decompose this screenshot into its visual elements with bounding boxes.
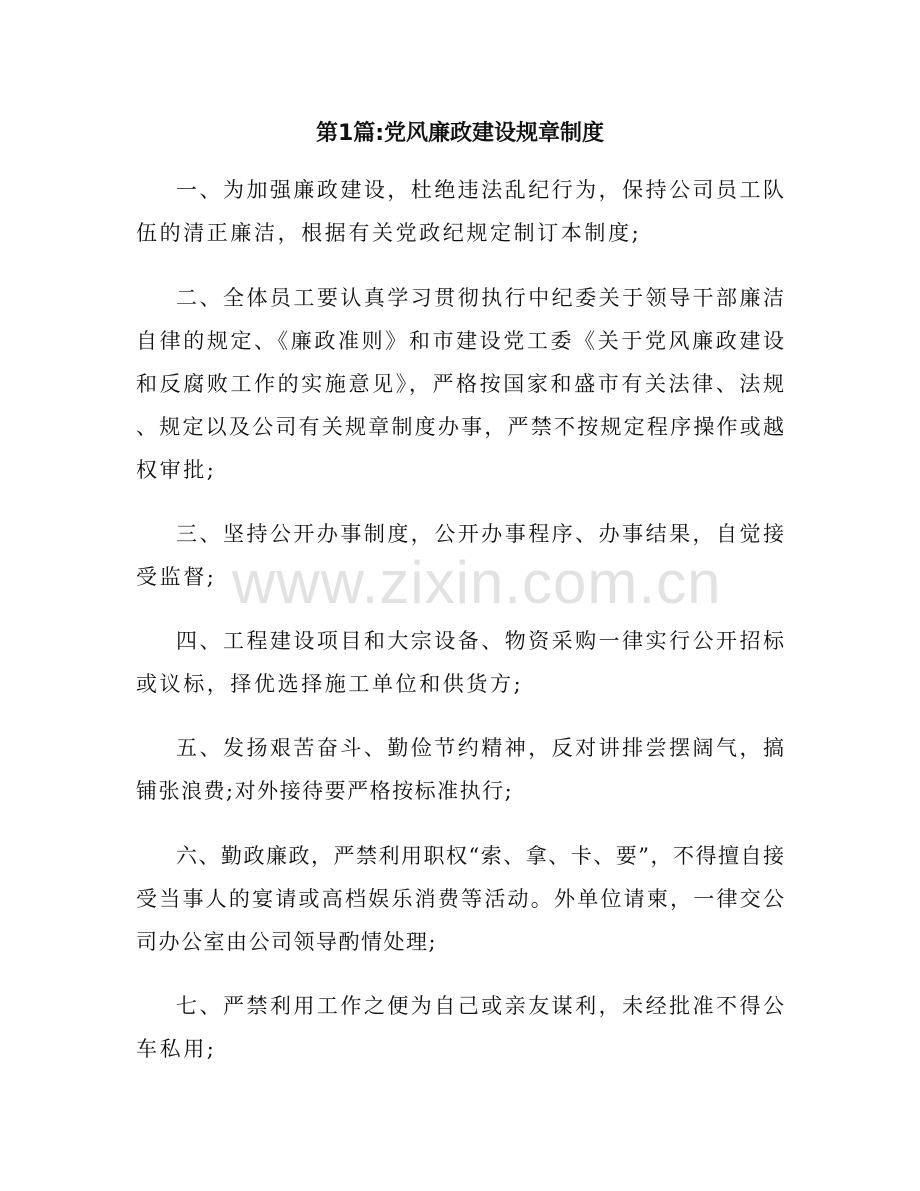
paragraph-line: 七、严禁利用工作之便为自己或亲友谋利，未经批准不得公 <box>176 994 784 1018</box>
paragraph-line: 铺张浪费;对外接待要严格按标准执行; <box>136 779 514 803</box>
paragraph-line: 受当事人的宴请或高档娱乐消费等活动。外单位请柬，一律交公 <box>136 887 784 911</box>
paragraph-line: 五、发扬艰苦奋斗、勤俭节约精神，反对讲排尝摆阔气，搞 <box>176 736 784 760</box>
paragraph-line: 自律的规定、《廉政准则》和市建设党工委《关于党风廉政建设 <box>136 329 784 353</box>
paragraph-line: 受监督; <box>136 565 217 589</box>
paragraph-line: 或议标，择优选择施工单位和供货方; <box>136 672 524 696</box>
paragraph-line: 三、坚持公开办事制度，公开办事程序、办事结果，自觉接 <box>176 522 784 546</box>
watermark: www.zixin.com.cn <box>232 549 722 616</box>
paragraph-line: 、规定以及公司有关规章制度办事，严禁不按规定程序操作或越 <box>136 415 784 439</box>
document-title: 第1篇:党风廉政建设规章制度 <box>315 121 605 146</box>
paragraph-line: 四、工程建设项目和大宗设备、物资采购一律实行公开招标 <box>176 629 784 653</box>
paragraph-line: 司办公室由公司领导酌情处理; <box>136 930 438 954</box>
paragraph-line: 二、全体员工要认真学习贯彻执行中纪委关于领导干部廉洁 <box>176 286 784 310</box>
paragraph-line: 和反腐败工作的实施意见》，严格按国家和盛市有关法律、法规 <box>136 372 784 396</box>
paragraph-line: 车私用; <box>136 1037 217 1061</box>
paragraph-line: 一、为加强廉政建设，杜绝违法乱纪行为，保持公司员工队 <box>176 178 784 202</box>
paragraph-line: 六、勤政廉政，严禁利用职权“索、拿、卡、要”，不得擅自接 <box>176 844 784 868</box>
paragraph-line: 伍的清正廉洁，根据有关党政纪规定制订本制度; <box>136 221 642 245</box>
paragraph-line: 权审批; <box>136 458 217 482</box>
